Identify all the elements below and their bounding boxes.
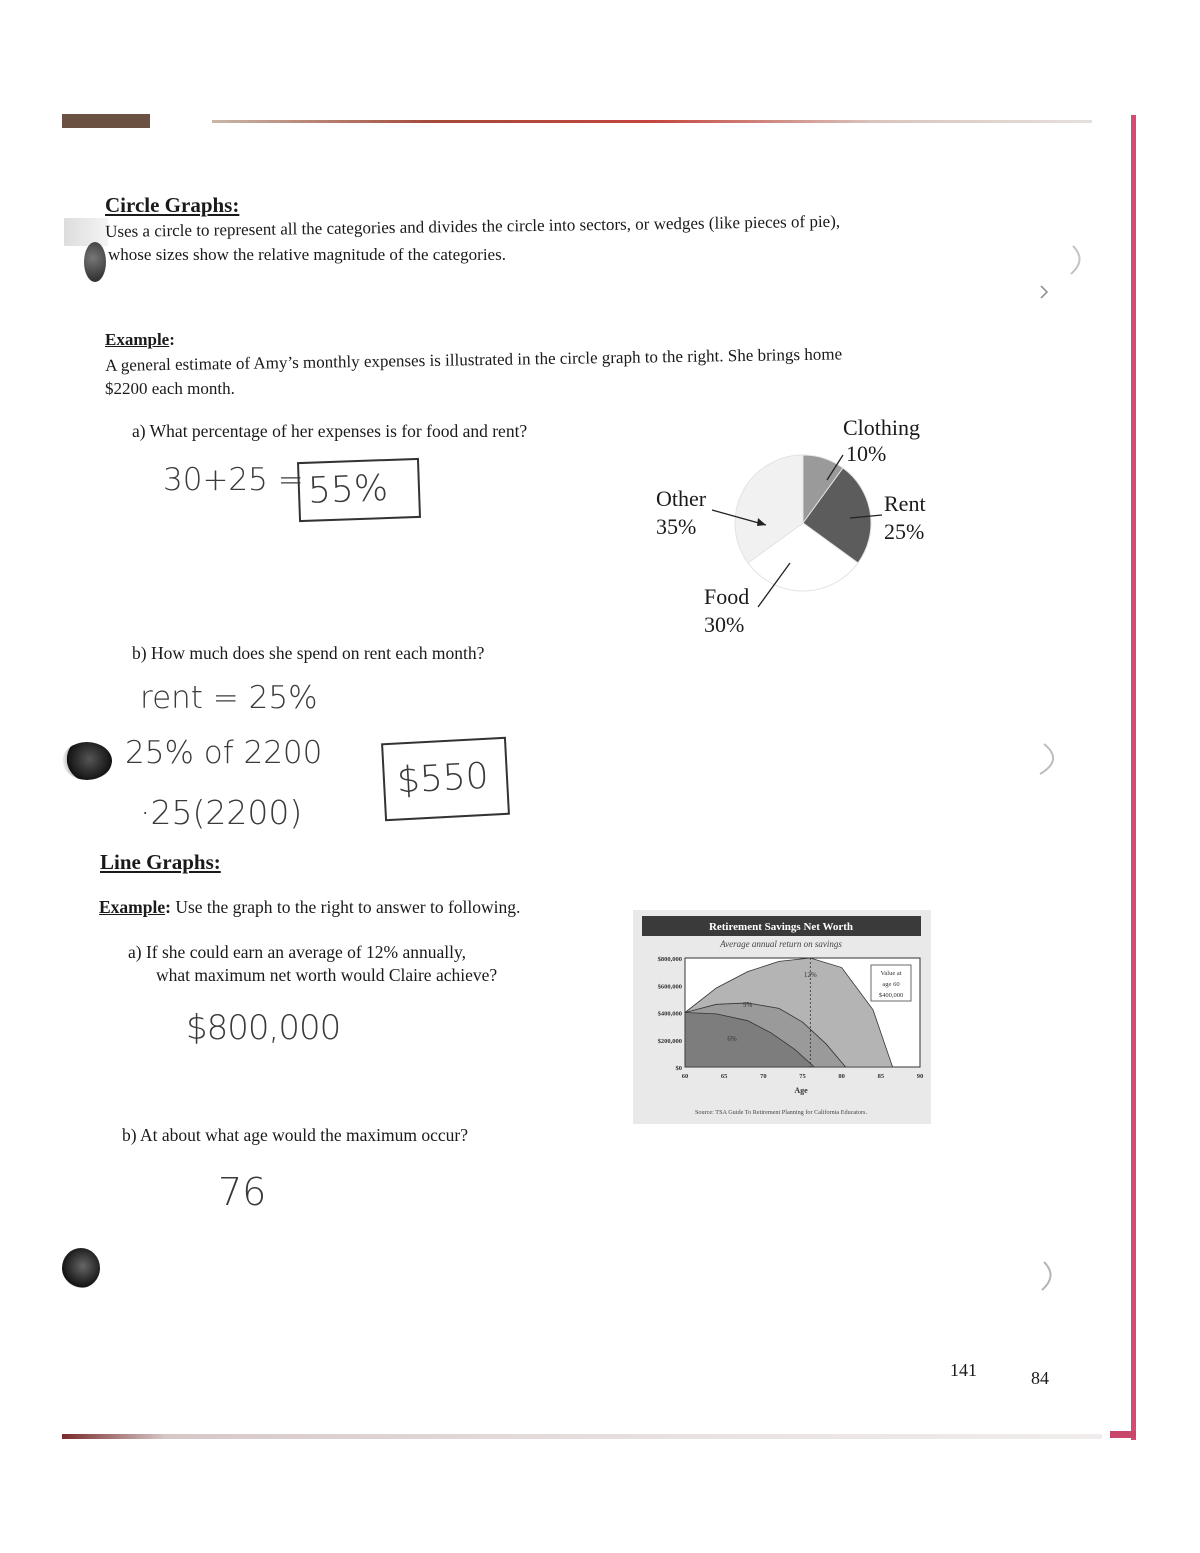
line-example-text	[99, 897, 520, 918]
pie-label-clothing	[843, 415, 920, 467]
page-number-right: 84	[1031, 1368, 1049, 1388]
circle-graphs-definition-line2: whose sizes show the relative magnitude of the categories.	[108, 245, 506, 264]
pie-answer-b-line2: 25% of 2200	[125, 735, 323, 771]
right-edge-stripe	[1131, 115, 1136, 1440]
bottom-rule	[62, 1434, 1102, 1439]
pie-label-clothing-name: Clothing	[843, 415, 921, 440]
chart-source: Source: TSA Guide To Retirement Planning for California Educators.	[694, 1109, 868, 1116]
pie-label-rent	[884, 490, 926, 546]
line-question-b: b) At about what age would the maximum occur?	[122, 1125, 469, 1145]
line-example-label: Example	[99, 897, 166, 917]
line-answer-a: $800,000	[186, 1008, 341, 1048]
x-tick-label: 80	[838, 1073, 845, 1080]
x-tick-label: 90	[916, 1073, 924, 1080]
y-tick-label: $200,000	[657, 1037, 682, 1045]
y-tick-label: $400,000	[657, 1010, 682, 1018]
series-label-12pct: 12%	[803, 971, 817, 980]
x-tick-label: 70	[760, 1073, 767, 1080]
line-example-colon: :	[165, 897, 171, 917]
pie-label-other-pct: 35%	[656, 514, 697, 539]
line-question-a-line2: what maximum net worth would Claire achieve?	[156, 965, 498, 985]
retirement-chart	[633, 910, 931, 1124]
page-number-left: 141	[950, 1360, 977, 1380]
line-graphs-heading: Line Graphs:	[100, 850, 221, 874]
circle-graphs-heading: Circle Graphs:	[105, 193, 240, 217]
line-answer-b: 76	[218, 1170, 267, 1214]
pie-answer-b-box: $550	[381, 737, 510, 821]
x-tick-label: 65	[720, 1073, 728, 1080]
pie-answer-b-line3: ·25(2200)	[140, 793, 303, 832]
example-colon: :	[169, 330, 175, 349]
right-edge-mark-3	[1036, 1258, 1066, 1294]
right-edge-marks	[1035, 240, 1095, 300]
pie-label-clothing-pct: 10%	[846, 441, 887, 466]
binder-hole-bottom	[62, 1248, 100, 1288]
x-tick-label: 85	[877, 1073, 885, 1080]
retirement-chart-svg	[633, 910, 931, 1124]
right-edge-mark-2	[1030, 740, 1070, 780]
chart-subtitle: Average annual return on savings	[720, 939, 842, 949]
line-question-a-line1: a) If she could earn an average of 12% annually,	[128, 942, 467, 962]
bottom-right-mark	[1110, 1431, 1136, 1438]
pie-label-food-name: Food	[704, 584, 750, 609]
pie-label-other	[656, 485, 706, 541]
circle-graphs-definition-line1: Uses a circle to represent all the categories and divides the circle into sectors, or wedges (like pieces of pie),	[105, 211, 841, 241]
x-tick-label: 75	[799, 1073, 806, 1080]
annotation-line1: Value at	[880, 970, 902, 977]
x-tick-label: 60	[681, 1073, 689, 1080]
pie-example-label	[105, 330, 175, 350]
line-example-instructions: Use the graph to the right to answer to following.	[170, 897, 521, 917]
series-label-6pct: 6%	[727, 1035, 737, 1044]
binder-hole-middle	[62, 742, 112, 780]
annotation-line2: age 60	[882, 981, 900, 988]
pie-label-rent-name: Rent	[884, 491, 926, 516]
pie-question-a: a) What percentage of her expenses is for food and rent?	[132, 421, 528, 441]
pie-label-food	[704, 583, 749, 639]
pie-example-text-line2: $2200 each month.	[105, 379, 235, 398]
top-rule	[62, 114, 1092, 130]
expenses-pie-chart	[640, 405, 950, 645]
series-label-9pct: 9%	[742, 1001, 753, 1010]
pie-label-other-name: Other	[656, 486, 707, 511]
binder-hole-top	[58, 218, 108, 282]
pie-label-food-pct: 30%	[704, 612, 745, 637]
example-label: Example	[105, 330, 170, 349]
annotation-line3: $400,000	[878, 992, 904, 999]
pie-question-b: b) How much does she spend on rent each month?	[132, 643, 485, 663]
chart-title: Retirement Savings Net Worth	[708, 921, 854, 933]
pie-answer-b-line1: rent = 25%	[140, 680, 318, 716]
pie-answer-a-work: 30+25 =	[163, 462, 304, 498]
y-tick-label: $600,000	[657, 983, 682, 991]
x-axis-label: Age	[794, 1086, 808, 1095]
pie-answer-a-box: 55%	[297, 458, 421, 522]
y-tick-label: $0	[675, 1065, 682, 1072]
pie-label-rent-pct: 25%	[884, 519, 925, 544]
pie-example-text-line1: A general estimate of Amy’s monthly expenses is illustrated in the circle graph to the right. She brings home	[105, 344, 843, 375]
y-tick-label: $800,000	[657, 956, 682, 963]
